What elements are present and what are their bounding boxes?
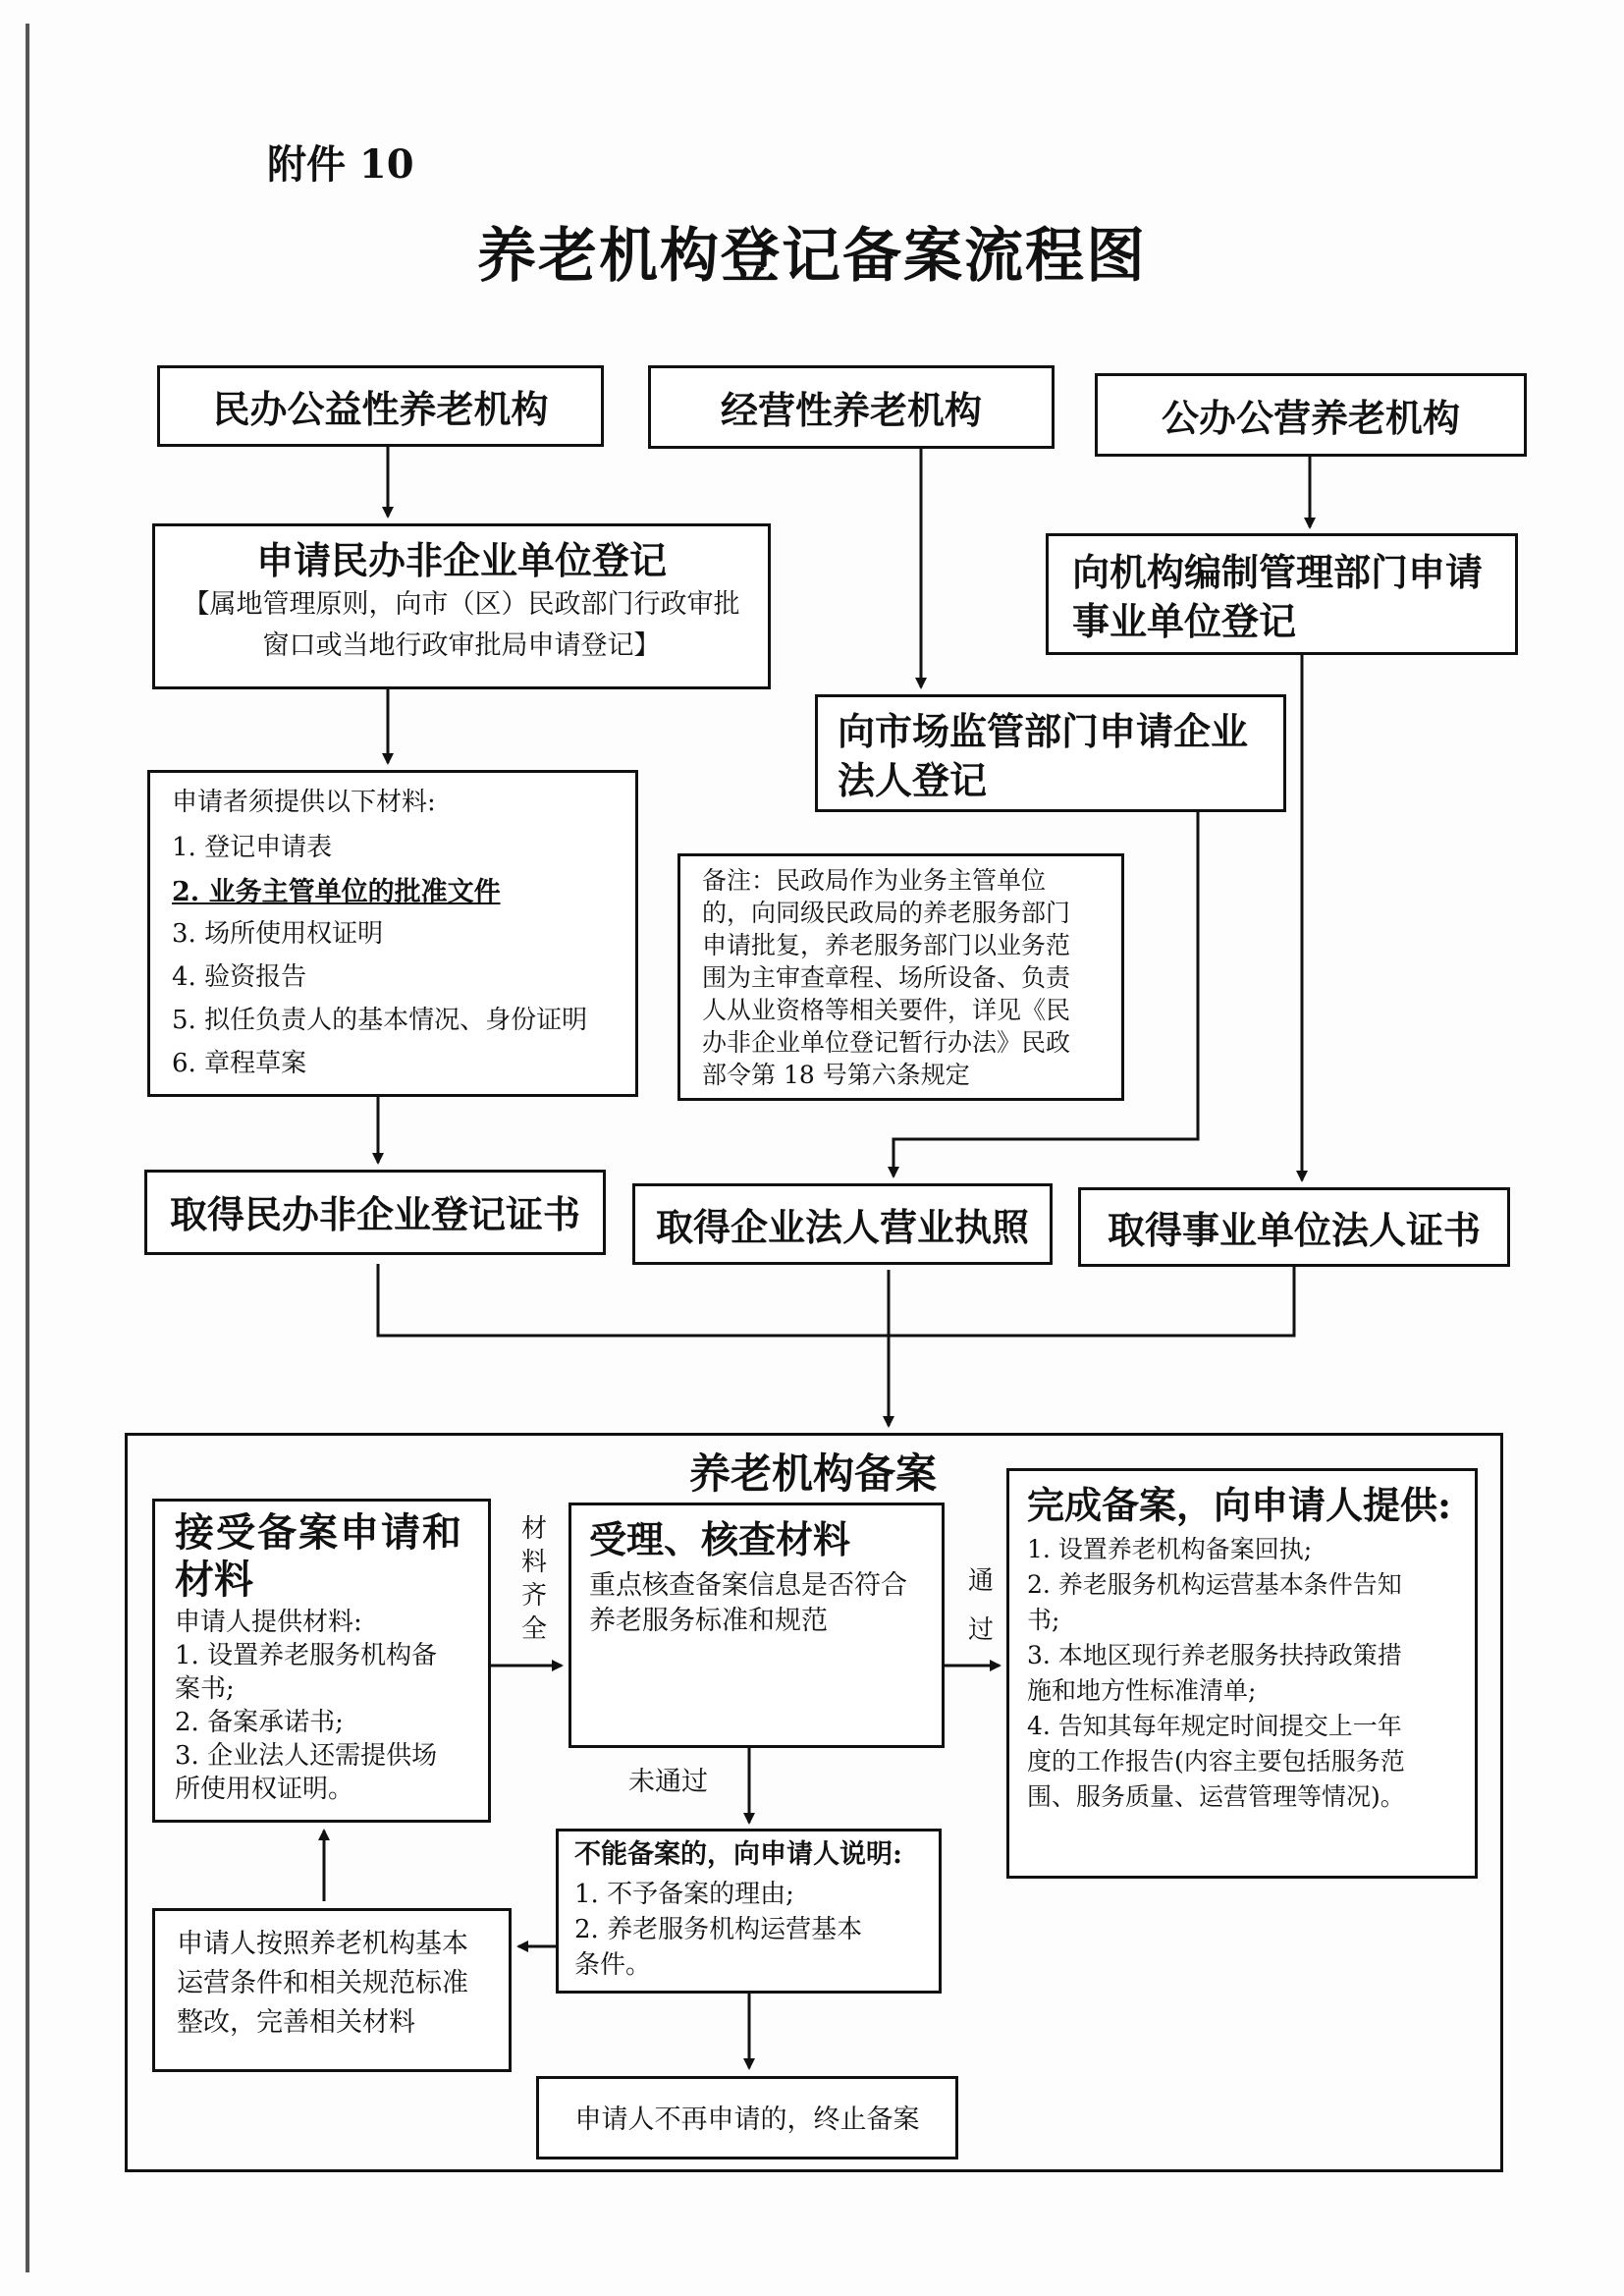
reject-box [556,1829,942,1994]
filing-section-title: 养老机构备案 [689,1449,938,1498]
terminate-text: 申请人不再申请的，终止备案 [574,2105,920,2135]
accept-title-line2: 材料 [175,1557,253,1603]
public-reg-line2: 事业单位登记 [1072,599,1297,643]
remark-line: 围为主审查章程、场所设备、负责 [702,963,1071,992]
materials-item: 2. 业务主管单位的批准文件 [172,877,501,907]
remark-line: 备注：民政局作为业务主管单位 [702,866,1047,895]
complete-line: 度的工作报告(内容主要包括服务范 [1027,1747,1405,1776]
reject-line: 条件。 [574,1950,652,1980]
review-line: 重点核查备案信息是否符合 [589,1570,907,1601]
enterprise-cert-box [632,1183,1053,1265]
remark-line: 人从业资格等相关要件，详见《民 [702,996,1071,1024]
accept-line: 1. 设置养老服务机构备 [175,1641,438,1670]
civil-reg-box [152,523,771,689]
market-reg-line2: 法人登记 [838,758,988,802]
accept-line: 3. 企业法人还需提供场 [175,1741,438,1771]
review-box [568,1503,945,1748]
accept-line: 案书; [175,1674,235,1704]
public-reg-box [1046,533,1518,655]
col2-header: 经营性养老机构 [720,388,982,432]
complete-line: 1. 设置养老机构备案回执; [1027,1535,1313,1563]
accept-line: 2. 备案承诺书; [175,1708,344,1737]
materials-box [147,770,638,1097]
accept-line: 所使用权证明。 [175,1775,354,1804]
complete-box [1006,1468,1478,1879]
edge-label-fail: 未通过 [628,1767,708,1797]
edge-label-pass: 通过 [967,1566,994,1645]
complete-line: 围、服务质量、运营管理等情况)。 [1027,1782,1405,1811]
accept-box [152,1499,491,1823]
complete-line: 书; [1027,1606,1060,1634]
civil-reg-note-line2: 窗口或当地行政审批局申请登记】 [262,630,661,661]
public-reg-line1: 向机构编制管理部门申请 [1072,550,1484,594]
complete-line: 4. 告知其每年规定时间提交上一年 [1027,1712,1402,1740]
col3-header-box [1095,373,1527,457]
public-cert-box [1078,1187,1510,1267]
remark-box [677,853,1124,1101]
attachment-label: 附件 10 [267,141,414,188]
market-reg-box [815,694,1286,812]
civil-reg-title: 申请民办非企业单位登记 [255,538,667,582]
col2-header-box [648,365,1055,449]
complete-title: 完成备案，向申请人提供: [1027,1483,1452,1527]
terminate-box [536,2076,958,2159]
merge-line [378,1264,1294,1336]
review-title: 受理、核查材料 [589,1517,851,1561]
complete-line: 3. 本地区现行养老服务扶持政策措 [1027,1641,1402,1669]
materials-heading: 申请者须提供以下材料: [172,788,436,817]
rectify-box [152,1908,512,2072]
remark-line: 办非企业单位登记暂行办法》民政 [702,1028,1071,1057]
civil-cert: 取得民办非企业登记证书 [169,1192,580,1236]
col1-header-box [157,365,604,447]
materials-item: 1. 登记申请表 [172,833,333,862]
reject-title: 不能备案的，向申请人说明: [574,1839,902,1870]
col1-header: 民办公益性养老机构 [212,387,549,431]
public-cert: 取得事业单位法人证书 [1107,1208,1481,1252]
civil-reg-note-line1: 【属地管理原则，向市（区）民政部门行政审批 [183,589,740,620]
remark-line: 部令第 18 号第六条规定 [702,1061,970,1089]
materials-item: 6. 章程草案 [172,1049,307,1078]
materials-item: 5. 拟任负责人的基本情况、身份证明 [172,1006,588,1035]
rectify-line: 运营条件和相关规范标准 [177,1968,468,1998]
market-reg-line1: 向市场监管部门申请企业 [838,709,1249,753]
rectify-line: 整改，完善相关材料 [177,2007,415,2038]
accept-title-line1: 接受备案申请和 [175,1509,463,1556]
complete-line: 施和地方性标准清单; [1027,1676,1257,1705]
col3-header: 公办公营养老机构 [1161,396,1460,440]
materials-item: 4. 验资报告 [172,962,307,992]
remark-line: 申请批复，养老服务部门以业务范 [702,931,1071,959]
page-title: 养老机构登记备案流程图 [477,222,1147,291]
reject-line: 1. 不予备案的理由; [574,1880,794,1909]
complete-line: 2. 养老服务机构运营基本条件告知 [1027,1570,1402,1599]
edge-label-materials-complete: 材料齐全 [520,1514,547,1644]
reject-line: 2. 养老服务机构运营基本 [574,1915,863,1944]
materials-item: 3. 场所使用权证明 [172,919,384,949]
remark-line: 的，向同级民政局的养老服务部门 [702,899,1071,927]
review-line: 养老服务标准和规范 [589,1606,828,1636]
rectify-line: 申请人按照养老机构基本 [177,1929,468,1959]
enterprise-cert: 取得企业法人营业执照 [655,1205,1029,1249]
civil-cert-box [144,1170,606,1255]
accept-line: 申请人提供材料: [175,1608,362,1637]
